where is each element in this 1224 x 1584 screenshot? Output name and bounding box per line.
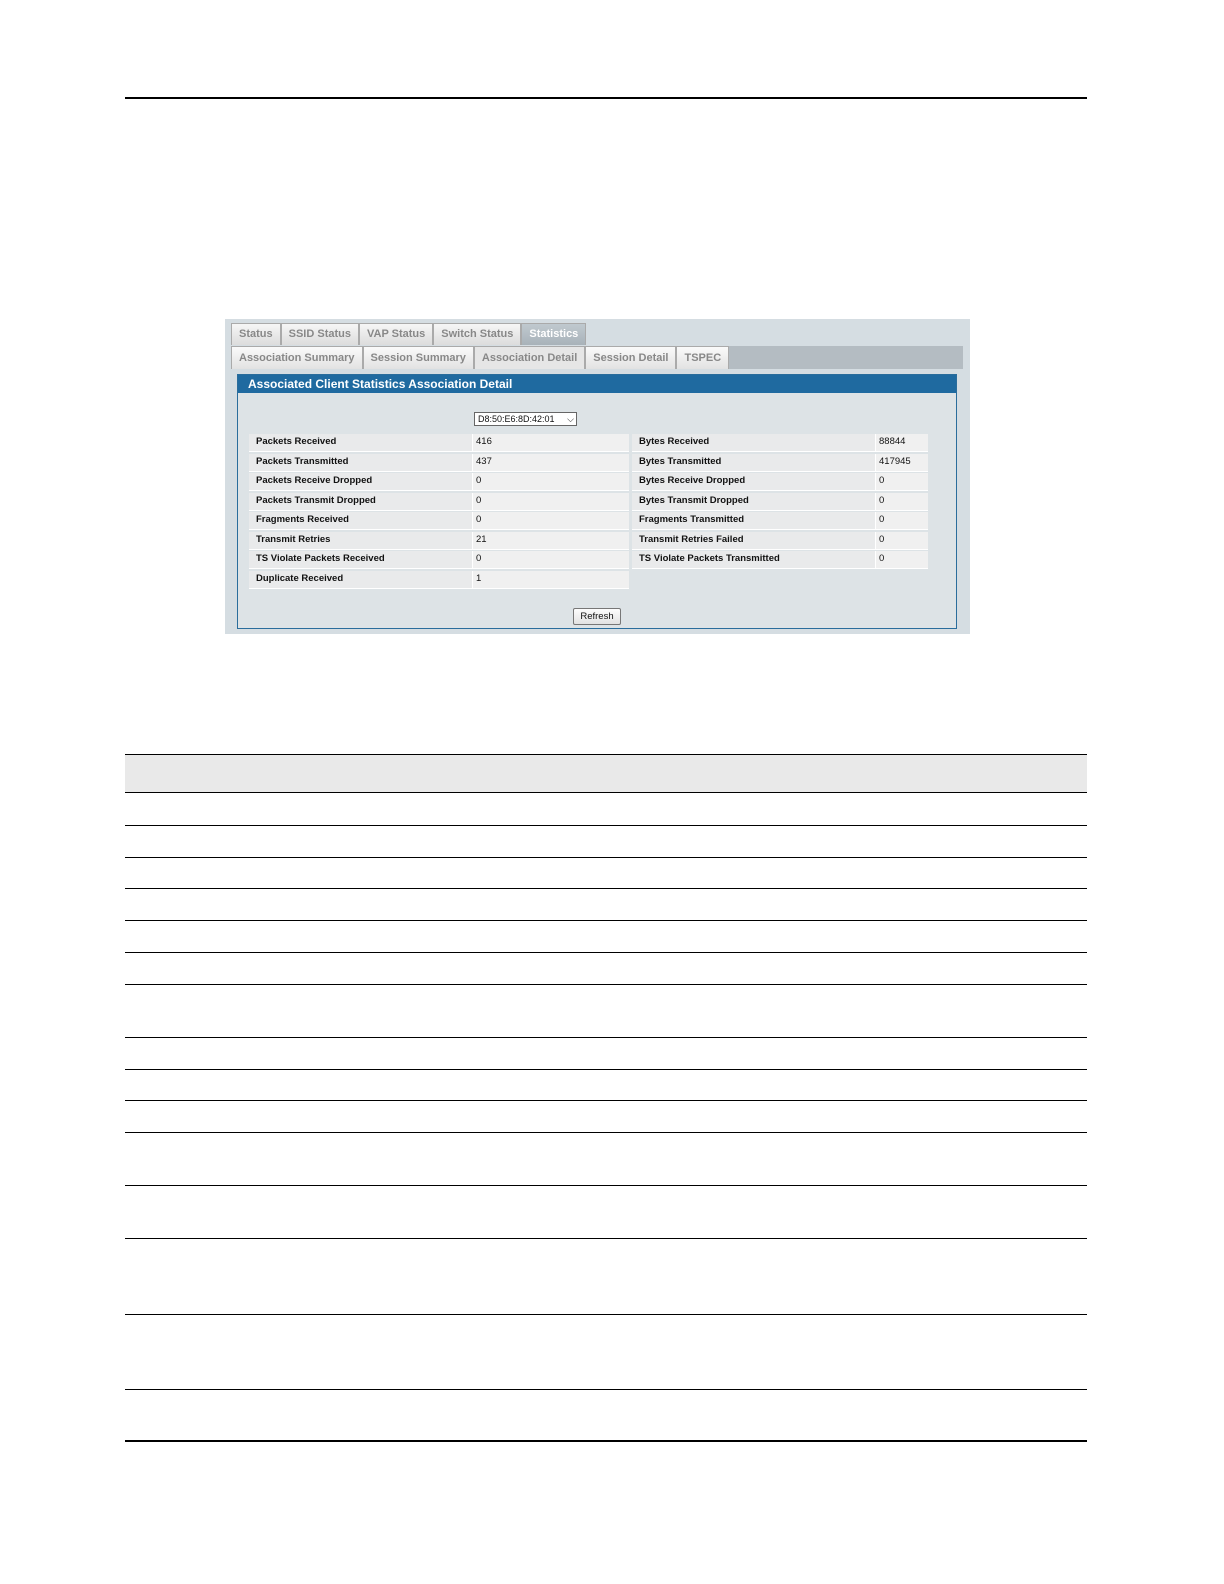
stat-label: Transmit Retries Failed <box>632 532 875 550</box>
tab-association-summary[interactable]: Association Summary <box>231 346 363 369</box>
stat-value: 417945 <box>875 454 928 472</box>
table-row-divider <box>125 1238 1087 1239</box>
stat-value: 416 <box>472 434 629 452</box>
stat-value: 88844 <box>875 434 928 452</box>
stat-value: 1 <box>472 571 629 589</box>
stat-value: 0 <box>472 473 629 491</box>
stat-label: Duplicate Received <box>249 571 472 589</box>
footer-rule <box>125 1440 1087 1442</box>
table-row-divider <box>125 952 1087 953</box>
stat-label: Packets Received <box>249 434 472 452</box>
stat-value: 0 <box>875 512 928 530</box>
tab-status[interactable]: Status <box>231 323 281 345</box>
top-tab-bar <box>231 323 586 345</box>
tab-session-detail[interactable]: Session Detail <box>585 346 676 369</box>
statistics-panel <box>237 374 957 629</box>
stat-label: Packets Receive Dropped <box>249 473 472 491</box>
tab-tspec[interactable]: TSPEC <box>676 346 729 369</box>
stat-label: Bytes Transmit Dropped <box>632 493 875 511</box>
tab-association-detail[interactable]: Association Detail <box>474 346 585 369</box>
stat-value: 0 <box>472 551 629 569</box>
stat-label: Bytes Receive Dropped <box>632 473 875 491</box>
stat-label: Transmit Retries <box>249 532 472 550</box>
stat-label: Packets Transmit Dropped <box>249 493 472 511</box>
header-rule <box>125 97 1087 99</box>
client-mac-value: D8:50:E6:8D:42:01 <box>478 414 555 424</box>
table-row-divider <box>125 857 1087 858</box>
stat-value: 437 <box>472 454 629 472</box>
table-row-divider <box>125 1132 1087 1133</box>
table-row-divider <box>125 1389 1087 1390</box>
stat-label: Bytes Transmitted <box>632 454 875 472</box>
table-header <box>125 754 1087 793</box>
refresh-button[interactable]: Refresh <box>573 608 621 625</box>
table-row-divider <box>125 888 1087 889</box>
tab-ssid-status[interactable]: SSID Status <box>281 323 359 345</box>
stat-label: TS Violate Packets Transmitted <box>632 551 875 569</box>
stat-label: Fragments Received <box>249 512 472 530</box>
client-mac-select[interactable] <box>474 412 577 426</box>
stat-value: 0 <box>875 473 928 491</box>
stat-value: 0 <box>875 532 928 550</box>
stat-value: 0 <box>472 512 629 530</box>
stat-label: TS Violate Packets Received <box>249 551 472 569</box>
chevron-down-icon: ⌵ <box>567 414 574 424</box>
table-row-divider <box>125 1185 1087 1186</box>
stat-label: Packets Transmitted <box>249 454 472 472</box>
table-row-divider <box>125 1037 1087 1038</box>
stat-value: 0 <box>875 551 928 569</box>
stat-value: 0 <box>472 493 629 511</box>
tab-switch-status[interactable]: Switch Status <box>433 323 521 345</box>
table-row-divider <box>125 984 1087 985</box>
panel-title: Associated Client Statistics Association Detail <box>238 375 956 393</box>
tab-session-summary[interactable]: Session Summary <box>363 346 474 369</box>
table-row-divider <box>125 920 1087 921</box>
association-detail-screenshot <box>225 319 970 634</box>
stat-value: 0 <box>875 493 928 511</box>
tab-statistics[interactable]: Statistics <box>521 323 586 345</box>
stat-value: 21 <box>472 532 629 550</box>
stat-label: Fragments Transmitted <box>632 512 875 530</box>
table-row-divider <box>125 825 1087 826</box>
sub-tab-bar <box>231 346 729 369</box>
stat-label: Bytes Received <box>632 434 875 452</box>
table-row-divider <box>125 1314 1087 1315</box>
tab-vap-status[interactable]: VAP Status <box>359 323 433 345</box>
table-row-divider <box>125 1069 1087 1070</box>
table-row-divider <box>125 1100 1087 1101</box>
